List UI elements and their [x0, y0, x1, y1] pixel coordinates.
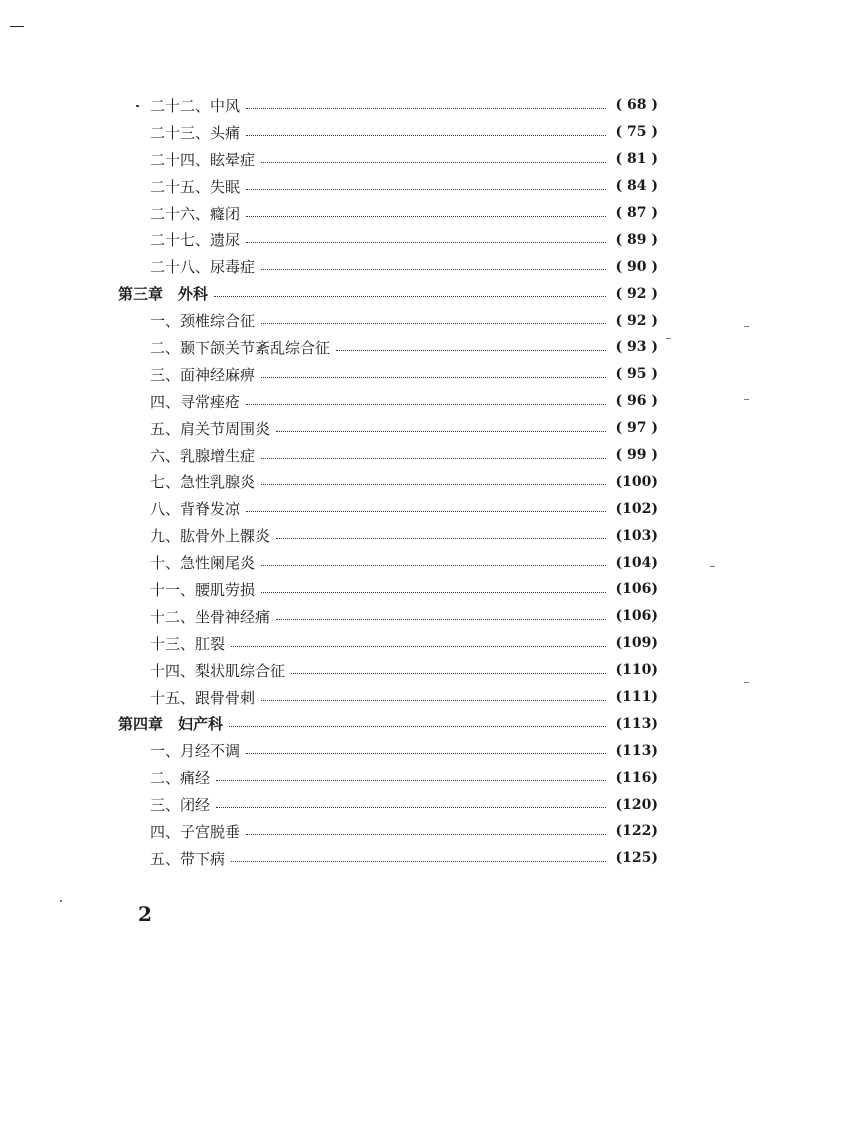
dot-leader	[336, 350, 606, 351]
toc-entry-row	[118, 791, 658, 818]
corner-mark	[10, 26, 24, 27]
toc-entry-row	[118, 468, 658, 495]
toc-entry-row	[118, 253, 658, 280]
toc-page-number: (120)	[615, 796, 658, 813]
toc-entry-row	[118, 200, 658, 227]
dot-leader	[246, 135, 606, 136]
toc-page-number: (111)	[615, 689, 658, 706]
toc-title: 第四章 妇产科	[118, 715, 224, 734]
toc-entry-row	[118, 576, 658, 603]
scan-speck	[744, 682, 749, 683]
toc-title: 八、背脊发凉	[150, 500, 241, 519]
toc-title: 第三章 外科	[118, 285, 209, 304]
dot-leader	[246, 189, 606, 190]
toc-chapter-row	[118, 280, 658, 307]
toc-entry-row	[118, 630, 658, 657]
dot-leader	[231, 646, 606, 647]
toc-title: 二十四、眩晕症	[150, 150, 256, 169]
dot-leader	[246, 404, 606, 405]
toc-page-number: ( 99 )	[615, 447, 658, 464]
toc-title: 二十二、中风	[150, 96, 241, 115]
dot-leader	[216, 780, 606, 781]
toc-entry-row	[118, 442, 658, 469]
dot-leader	[246, 242, 606, 243]
toc-page-number: (122)	[615, 823, 658, 840]
toc-page-number: ( 81 )	[615, 151, 658, 168]
toc-entry-row	[118, 737, 658, 764]
toc-title: 二、痛经	[150, 769, 211, 788]
dot-leader	[261, 458, 606, 459]
toc-title: 一、月经不调	[150, 742, 241, 761]
toc-entry-row	[118, 818, 658, 845]
dot-leader	[246, 216, 606, 217]
toc-page-number: (106)	[615, 608, 658, 625]
scan-speck	[60, 900, 62, 902]
toc-entry-row	[118, 764, 658, 791]
dot-leader	[216, 807, 606, 808]
toc-title: 四、子宫脱垂	[150, 822, 241, 841]
toc-entry-row	[118, 657, 658, 684]
toc-entry-row	[118, 307, 658, 334]
toc-title: 二、颞下颌关节紊乱综合征	[150, 338, 331, 357]
dot-leader	[261, 592, 606, 593]
toc-title: 十三、肛裂	[150, 634, 226, 653]
toc-entry-row	[118, 334, 658, 361]
dot-leader	[261, 269, 606, 270]
toc-page-number: (104)	[615, 554, 658, 571]
toc-title: 九、肱骨外上髁炎	[150, 527, 271, 546]
dot-leader	[261, 484, 606, 485]
toc-entry-row	[118, 173, 658, 200]
toc-page-number: ( 95 )	[615, 366, 658, 383]
toc-title: 一、颈椎综合征	[150, 312, 256, 331]
toc-title: 二十三、头痛	[150, 123, 241, 142]
toc-page-number: (109)	[615, 635, 658, 652]
toc-title: 十五、跟骨骨刺	[150, 688, 256, 707]
toc-title: 二十五、失眠	[150, 177, 241, 196]
toc-entry-row	[118, 415, 658, 442]
toc-page-number: (116)	[615, 769, 658, 786]
toc-page-number: (102)	[615, 500, 658, 517]
toc-page-number: (125)	[615, 850, 658, 867]
toc-title: 二十六、癃闭	[150, 204, 241, 223]
dot-leader	[261, 565, 606, 566]
toc-title: 三、面神经麻痹	[150, 365, 256, 384]
toc-entry-row	[118, 226, 658, 253]
toc-page-number: (103)	[615, 527, 658, 544]
toc-title: 四、寻常痤疮	[150, 392, 241, 411]
toc-chapter-row	[118, 710, 658, 737]
dot-leader	[229, 726, 606, 727]
toc-page-number: (110)	[615, 662, 658, 679]
toc-page-number: ( 89 )	[615, 231, 658, 248]
scan-speck	[744, 326, 749, 327]
toc-page-number: ( 75 )	[615, 124, 658, 141]
toc-title: 十四、梨状肌综合征	[150, 661, 286, 680]
dot-leader	[291, 673, 606, 674]
toc-page-number: ( 96 )	[615, 393, 658, 410]
toc-page-number: (113)	[615, 742, 658, 759]
toc-title: 三、闭经	[150, 796, 211, 815]
dot-leader	[246, 108, 606, 109]
toc-title: 五、带下病	[150, 849, 226, 868]
dot-leader	[246, 511, 606, 512]
toc-entry-row	[118, 146, 658, 173]
toc-page-number: ( 97 )	[615, 420, 658, 437]
dot-leader	[276, 431, 606, 432]
toc-title: 七、急性乳腺炎	[150, 473, 256, 492]
toc-entry-row	[118, 119, 658, 146]
toc-entry-row	[118, 603, 658, 630]
toc-title: 十二、坐骨神经痛	[150, 607, 271, 626]
toc-title: 十、急性阑尾炎	[150, 554, 256, 573]
scan-speck	[710, 566, 715, 567]
toc-page-number: (113)	[615, 715, 658, 732]
dot-leader	[246, 834, 606, 835]
page-number: 2	[138, 902, 152, 926]
dot-leader	[261, 700, 606, 701]
toc-title: 二十七、遗尿	[150, 231, 241, 250]
toc-page-number: (106)	[615, 581, 658, 598]
dot-leader	[276, 619, 606, 620]
table-of-contents	[118, 92, 658, 872]
toc-entry-row	[118, 684, 658, 711]
toc-entry-row	[118, 522, 658, 549]
toc-entry-row	[118, 388, 658, 415]
toc-page-number: ( 93 )	[615, 339, 658, 356]
dot-leader	[214, 296, 606, 297]
toc-title: 二十八、尿毒症	[150, 258, 256, 277]
toc-title: 六、乳腺增生症	[150, 446, 256, 465]
toc-page-number: ( 84 )	[615, 178, 658, 195]
scan-speck	[666, 338, 671, 339]
toc-entry-row	[118, 361, 658, 388]
toc-page-number: ( 68 )	[615, 97, 658, 114]
toc-page-number: ( 92 )	[615, 285, 658, 302]
toc-entry-row	[118, 92, 658, 119]
dot-leader	[261, 377, 606, 378]
toc-page-number: ( 87 )	[615, 205, 658, 221]
toc-entry-row	[118, 549, 658, 576]
toc-page-number: ( 90 )	[615, 258, 658, 275]
dot-leader	[261, 162, 606, 163]
toc-page-number: (100)	[615, 473, 658, 490]
toc-page-number: ( 92 )	[615, 312, 658, 329]
toc-title: 十一、腰肌劳损	[150, 580, 256, 599]
dot-leader	[261, 323, 606, 324]
toc-title: 五、肩关节周围炎	[150, 419, 271, 438]
toc-entry-row	[118, 495, 658, 522]
dot-leader	[231, 861, 606, 862]
toc-entry-row	[118, 845, 658, 872]
dot-leader	[246, 753, 606, 754]
scan-speck	[744, 399, 749, 400]
dot-leader	[276, 538, 606, 539]
